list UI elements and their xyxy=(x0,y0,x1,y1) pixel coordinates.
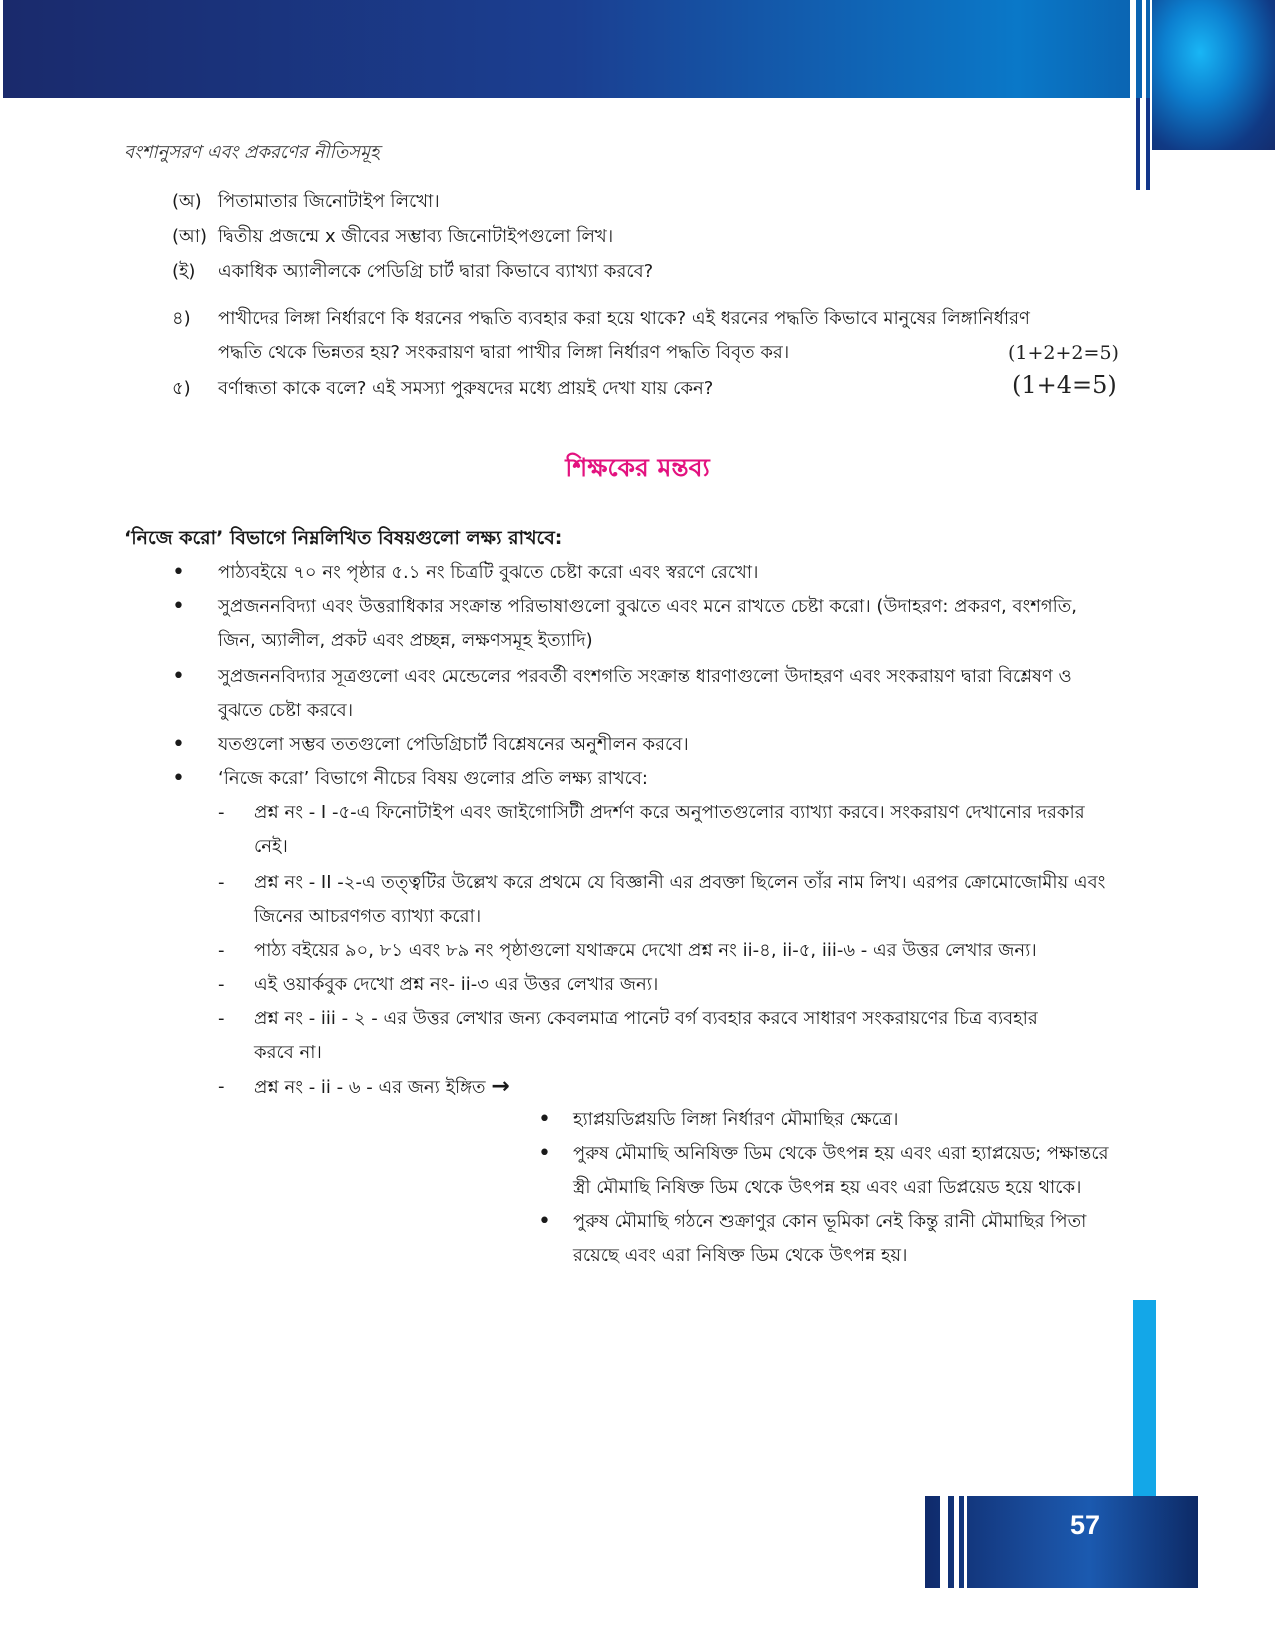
dash-text: পাঠ্য বইয়ের ৯০, ৮১ এবং ৮৯ নং পৃষ্ঠাগুলো যথাক্রমে দেখো প্রশ্ন নং ii-৪, ii-৫, iii-৬ - এর উত্তর লেখার জন্য। xyxy=(254,940,1037,961)
footer-stripe xyxy=(964,1496,967,1588)
dash-text: এই ওয়ার্কবুক দেখো প্রশ্ন নং- ii-৩ এর উত্তর লেখার জন্য। xyxy=(254,974,659,995)
running-head: বংশানুসরণ এবং প্রকরণের নীতিসমূহ xyxy=(124,142,380,163)
bullet-text: পাঠ্যবইয়ে ৭০ নং পৃষ্ঠার ৫.১ নং চিত্রটি বুঝতে চেষ্টা করো এবং স্বরণে রেখো। xyxy=(218,562,759,583)
hint-text: রয়েছে এবং এরা নিষিক্ত ডিম থেকে উৎপন্ন হয়। xyxy=(573,1245,908,1266)
hint-text: পুরুষ মৌমাছি গঠনে শুক্রাণুর কোন ভূমিকা নেই কিন্তু রানী মৌমাছির পিতা xyxy=(573,1211,1087,1232)
question-marks: (1+4=5) xyxy=(1012,371,1117,399)
bullet-text: বুঝতে চেষ্টা করবে। xyxy=(218,700,354,721)
section-title: শিক্ষকের মন্তব্য xyxy=(565,453,710,482)
header-glow xyxy=(1150,0,1275,150)
dash-text: জিনের আচরণগত ব্যাখ্যা করো। xyxy=(254,906,482,927)
bullet-symbol: • xyxy=(538,1141,551,1166)
page-number: 57 xyxy=(1070,1510,1101,1540)
question-number: ৫) xyxy=(172,378,191,399)
hint-text: পুরুষ মৌমাছি অনিষিক্ত ডিম থেকে উৎপন্ন হয় এবং এরা হ্যাপ্লয়েড; পক্ষান্তরে xyxy=(573,1143,1109,1164)
dash-text: নেই। xyxy=(254,836,288,857)
lead-text: ‘নিজে করো’ বিভাগে নিম্নলিখিত বিষয়গুলো লক্ষ্য রাখবে: xyxy=(124,527,563,549)
header-stripe xyxy=(1150,0,1152,190)
sub-question-text: একাধিক অ্যালীলকে পেডিগ্রি চার্ট দ্বারা কিভাবে ব্যাখ্যা করবে? xyxy=(218,261,654,282)
dash-text: প্রশ্ন নং - iii - ২ - এর উত্তর লেখার জন্য কেবলমাত্র পানেট বর্গ ব্যবহার করবে সাধারণ সংকরায়ণের চিত্র ব্যবহার xyxy=(254,1008,1038,1029)
footer-stripe xyxy=(954,1496,959,1588)
sub-question-label: (অ) xyxy=(172,191,202,212)
bullet-text: সুপ্রজননবিদ্যা এবং উত্তরাধিকার সংক্রান্ত পরিভাষাগুলো বুঝতে এবং মনে রাখতে চেষ্টা করো। (উদাহরণ: প্রকরণ, বংশগতি, xyxy=(218,596,1078,617)
sub-question-text: দ্বিতীয় প্রজন্মে x জীবের সম্ভাব্য জিনোটাইপগুলো লিখ। xyxy=(218,226,614,247)
question-text: পদ্ধতি থেকে ভিন্নতর হয়? সংকরায়ণ দ্বারা পাখীর লিঙ্গা নির্ধারণ পদ্ধতি বিবৃত কর। xyxy=(218,342,790,363)
hint-text: স্ত্রী মৌমাছি নিষিক্ত ডিম থেকে উৎপন্ন হয় এবং এরা ডিপ্লয়েড হয়ে থাকে। xyxy=(573,1177,1082,1198)
dash-text: করবে না। xyxy=(254,1042,322,1063)
dash-text: প্রশ্ন নং - I -৫-এ ফিনোটাইপ এবং জাইগোসিটী প্রদর্শণ করে অনুপাতগুলোর ব্যাখ্যা করবে। সংকরায়ণ দেখানোর দরকার xyxy=(254,802,1085,823)
dash-text-span: প্রশ্ন নং - ii - ৬ - এর জন্য ইঙ্গিত xyxy=(254,1077,486,1098)
bullet-symbol: • xyxy=(172,594,185,619)
arrow-right-icon: → xyxy=(491,1074,510,1099)
bullet-text: সুপ্রজননবিদ্যার সূত্রগুলো এবং মেন্ডেলের পরবর্তী বংশগতি সংক্রান্ত ধারণাগুলো উদাহরণ এবং সংকরায়ণ দ্বারা বিশ্লেষণ ও xyxy=(218,666,1072,687)
sub-question-label: (ই) xyxy=(172,261,196,282)
bullet-symbol: • xyxy=(172,560,185,585)
bullet-symbol: • xyxy=(538,1209,551,1234)
bullet-text: ‘নিজে করো’ বিভাগে নীচের বিষয় গুলোর প্রতি লক্ষ্য রাখবে: xyxy=(218,768,648,789)
bullet-text: যতগুলো সম্ভব ততগুলো পেডিগ্রিচার্ট বিশ্লেষনের অনুশীলন করবে। xyxy=(218,734,689,755)
bullet-symbol: • xyxy=(172,664,185,689)
sub-question-text: পিতামাতার জিনোটাইপ লিখো। xyxy=(218,191,440,212)
dash-symbol: - xyxy=(218,802,225,823)
dash-symbol: - xyxy=(218,1008,225,1029)
bullet-text: জিন, অ্যালীল, প্রকট এবং প্রচ্ছন্ন, লক্ষণসমূহ ইত্যাদি) xyxy=(218,630,593,651)
dash-text xyxy=(254,1070,510,1104)
bullet-symbol: • xyxy=(538,1107,551,1132)
question-text: বর্ণান্ধতা কাকে বলে? এই সমস্যা পুরুষদের মধ্যে প্রায়ই দেখা যায় কেন? xyxy=(218,378,714,399)
header-stripe xyxy=(1136,98,1140,190)
bullet-symbol: • xyxy=(172,732,185,757)
question-marks: (1+2+2=5) xyxy=(1008,342,1119,364)
dash-symbol: - xyxy=(218,1076,225,1097)
dash-symbol: - xyxy=(218,940,225,961)
bullet-symbol: • xyxy=(172,766,185,791)
question-text: পাখীদের লিঙ্গা নির্ধারণে কি ধরনের পদ্ধতি ব্যবহার করা হয়ে থাকে? এই ধরনের পদ্ধতি কিভাবে মানুষের লিঙ্গানির্ধারণ xyxy=(218,308,1030,329)
header-stripe xyxy=(1146,98,1150,190)
question-number: ৪) xyxy=(172,308,191,329)
hint-text: হ্যাপ্লয়ডিপ্লয়ডি লিঙ্গা নির্ধারণ মৌমাছির ক্ষেত্রে। xyxy=(573,1109,899,1130)
dash-symbol: - xyxy=(218,872,225,893)
header-banner xyxy=(3,0,1271,98)
dash-text: প্রশ্ন নং - II -২-এ তত্ত্বটির উল্লেখ করে প্রথমে যে বিজ্ঞানী এর প্রবক্তা ছিলেন তাঁর নাম লিখ। এরপর ক্রোমোজোমীয় এবং xyxy=(254,872,1106,893)
footer-stripe xyxy=(940,1496,948,1588)
dash-symbol: - xyxy=(218,974,225,995)
sub-question-label: (আ) xyxy=(172,226,208,247)
